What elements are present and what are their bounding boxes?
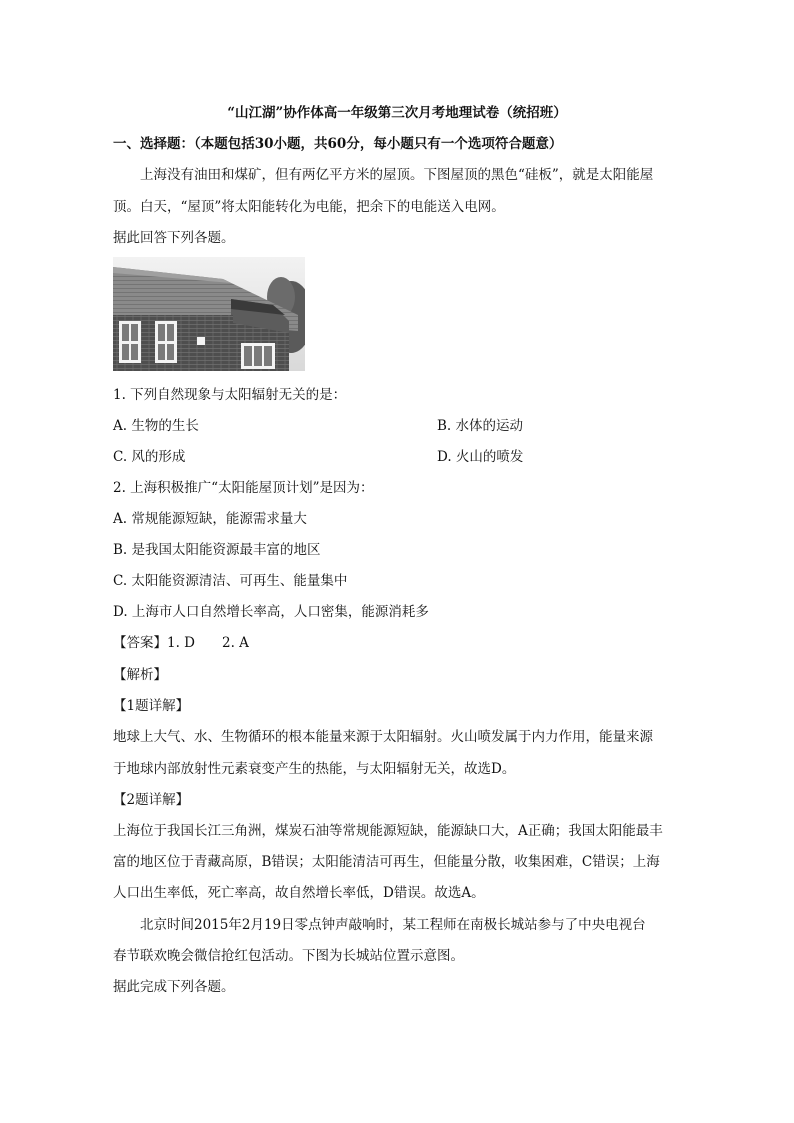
detail2-line2: 富的地区位于青藏高原，B错误；太阳能清洁可再生，但能量分散，收集困难，C错误；上海 — [113, 854, 660, 870]
answer-line: 【答案】1. D 2. A — [113, 635, 249, 651]
detail2-heading: 【2题详解】 — [113, 792, 190, 808]
q1-option-b: B. 水体的运动 — [437, 418, 524, 434]
intro2-line2: 春节联欢晚会微信抢红包活动。下图为长城站位置示意图。 — [113, 948, 464, 964]
solar-roof-house-photo — [113, 257, 305, 371]
q2-stem: 2. 上海积极推广“太阳能屋顶计划”是因为： — [113, 480, 374, 496]
section-heading: 一、选择题：（本题包括30小题，共60分，每小题只有一个选项符合题意） — [113, 136, 563, 152]
q2-option-a: A. 常规能源短缺，能源需求量大 — [113, 511, 307, 527]
intro2-line3: 据此完成下列各题。 — [113, 979, 235, 995]
page-title: “山江湖”协作体高一年级第三次月考地理试卷（统招班） — [227, 105, 567, 121]
detail1-heading: 【1题详解】 — [113, 698, 190, 714]
intro2-line1: 北京时间2015年2月19日零点钟声敲响时，某工程师在南极长城站参与了中央电视台 — [140, 917, 646, 933]
detail1-line2: 于地球内部放射性元素衰变产生的热能，与太阳辐射无关，故选D。 — [113, 761, 516, 777]
detail2-line3: 人口出生率低，死亡率高，故自然增长率低，D错误。故选A。 — [113, 885, 485, 901]
analysis-heading: 【解析】 — [113, 667, 167, 683]
q1-stem: 1. 下列自然现象与太阳辐射无关的是： — [113, 387, 347, 403]
q2-option-d: D. 上海市人口自然增长率高，人口密集，能源消耗多 — [113, 604, 429, 620]
detail1-line1: 地球上大气、水、生物循环的根本能量来源于太阳辐射。火山喷发属于内力作用，能量来源 — [113, 729, 653, 745]
q2-option-c: C. 太阳能资源清洁、可再生、能量集中 — [113, 573, 348, 589]
intro1-line2: 顶。白天，“屋顶”将太阳能转化为电能，把余下的电能送入电网。 — [113, 199, 505, 215]
q1-option-c: C. 风的形成 — [113, 449, 186, 465]
q1-option-a: A. 生物的生长 — [113, 418, 199, 434]
intro1-line1: 上海没有油田和煤矿，但有两亿平方米的屋顶。下图屋顶的黑色“硅板”，就是太阳能屋 — [140, 167, 654, 183]
q1-option-d: D. 火山的喷发 — [437, 449, 524, 465]
detail2-line1: 上海位于我国长江三角洲，煤炭石油等常规能源短缺，能源缺口大，A正确；我国太阳能最丰 — [113, 823, 663, 839]
q2-option-b: B. 是我国太阳能资源最丰富的地区 — [113, 542, 321, 558]
intro1-line3: 据此回答下列各题。 — [113, 230, 235, 246]
